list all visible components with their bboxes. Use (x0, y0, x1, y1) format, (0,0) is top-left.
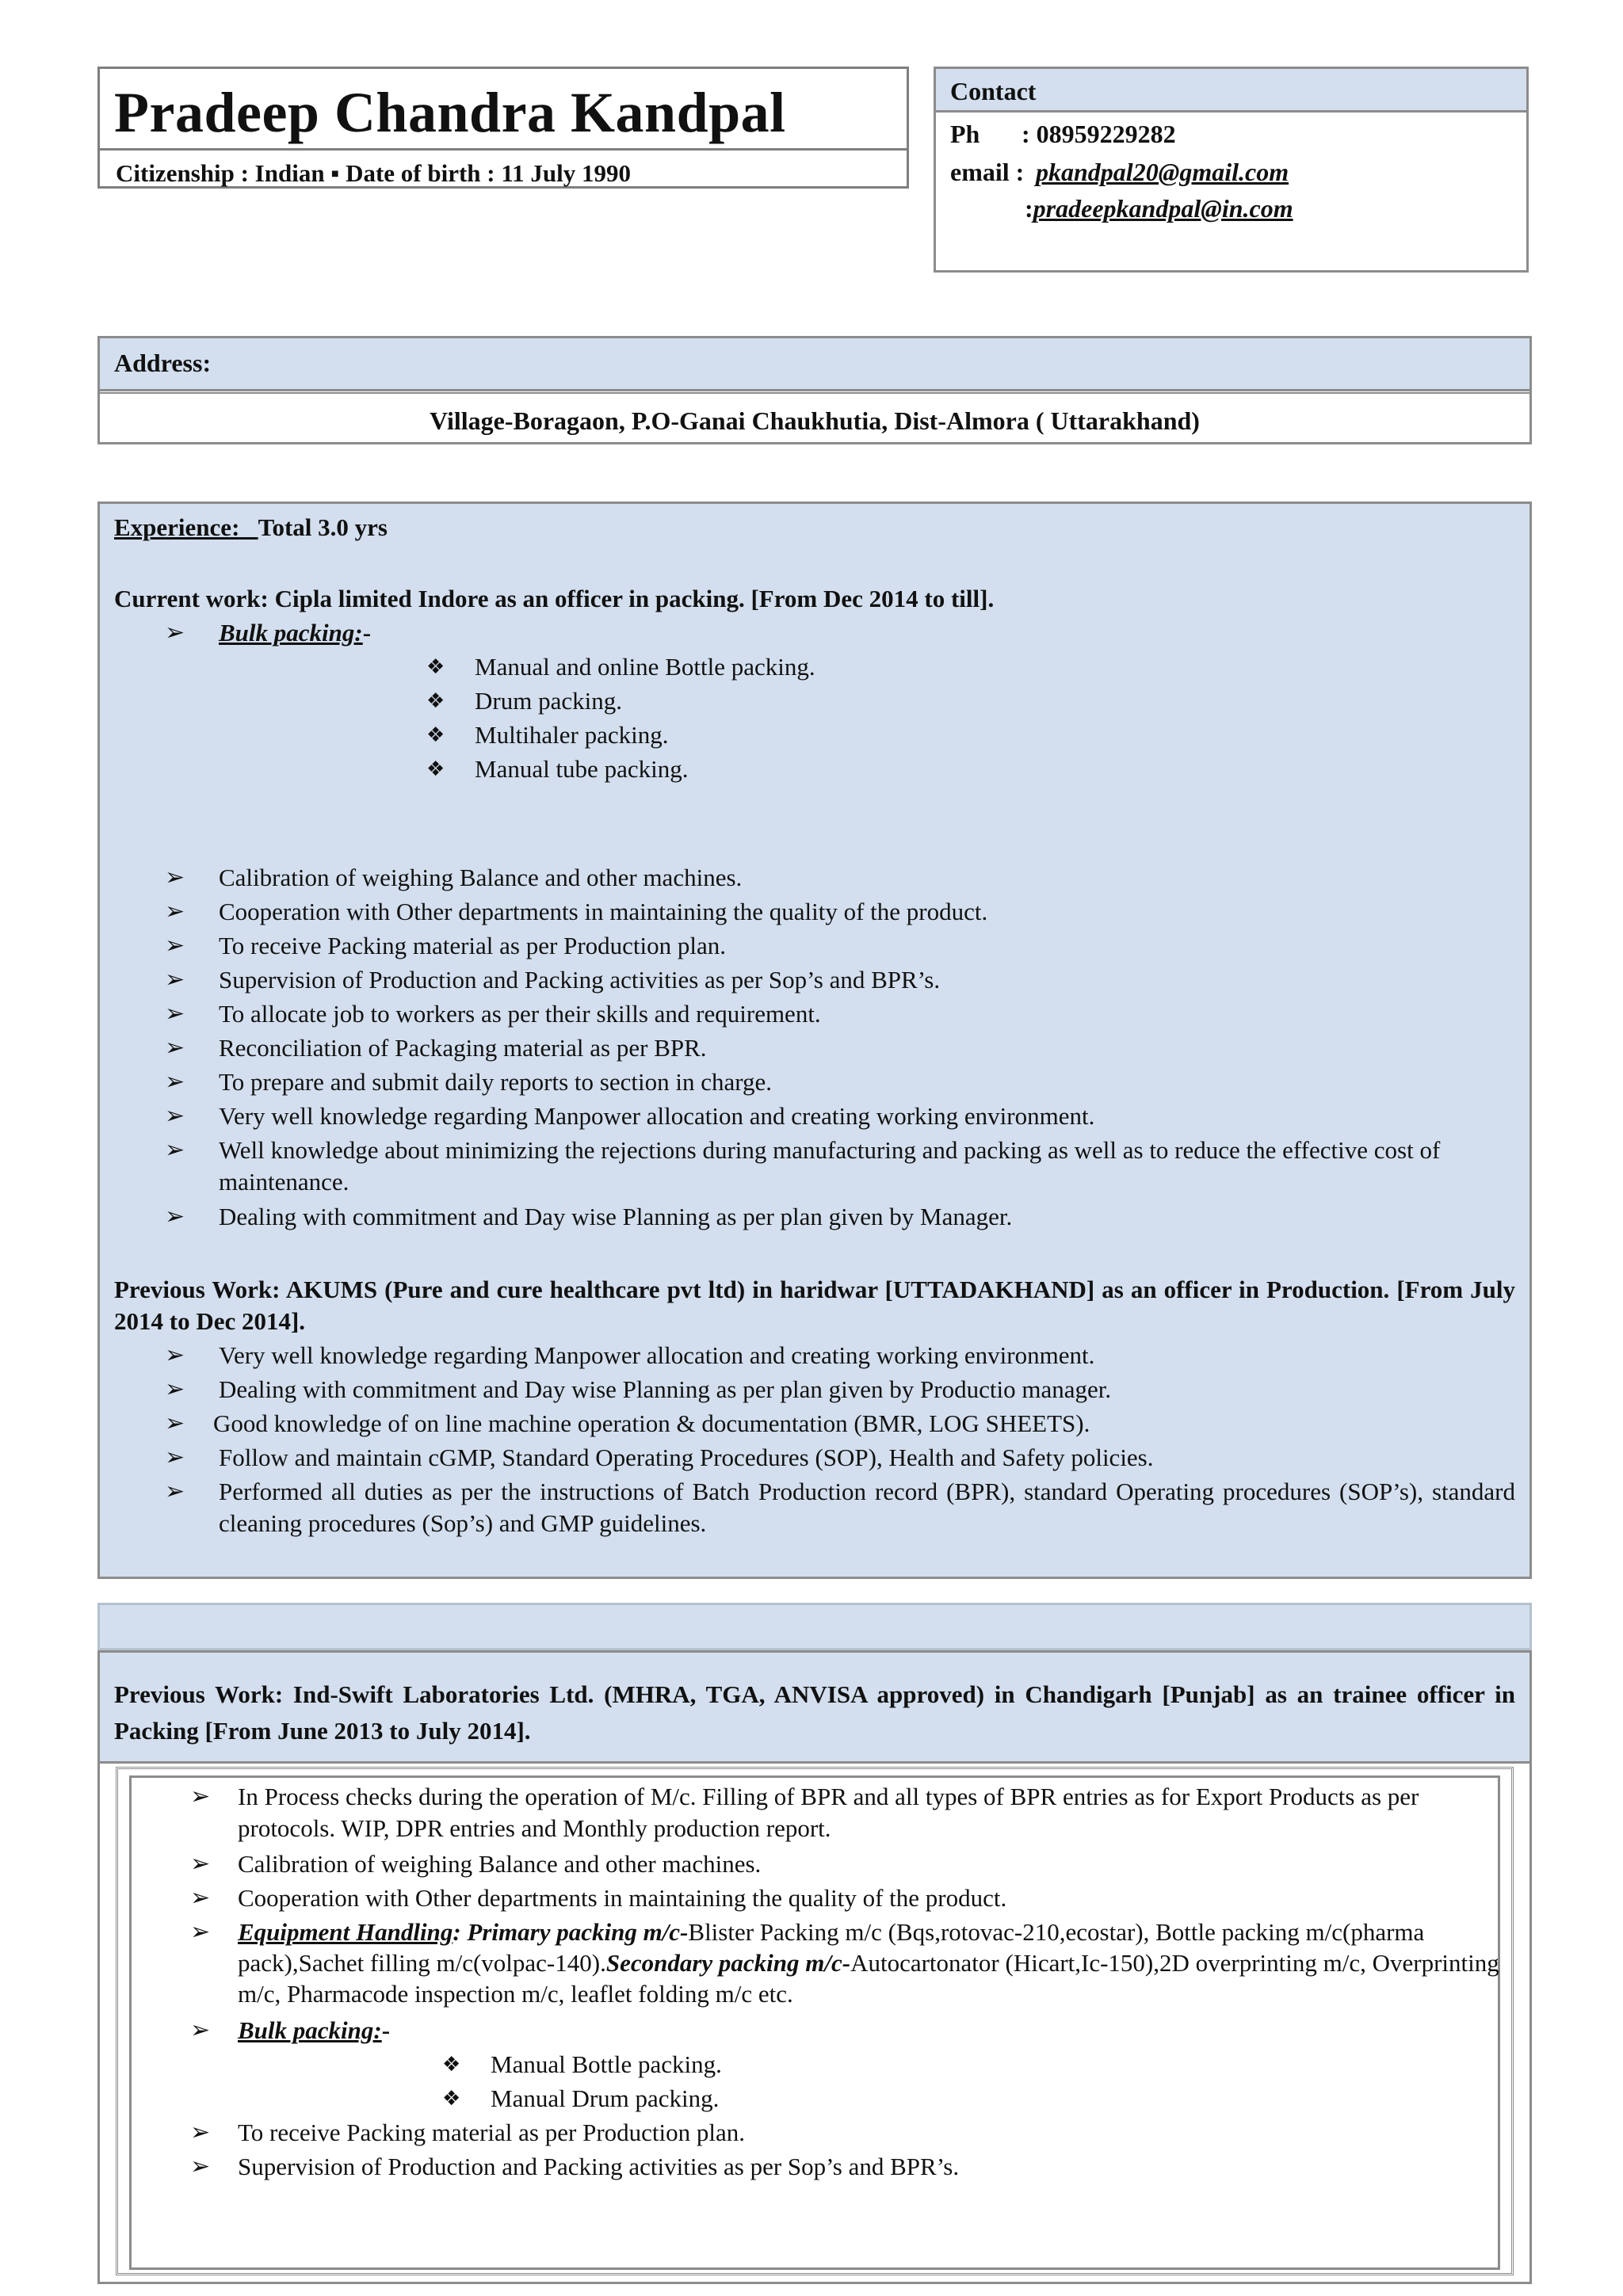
ind-bulk-packing-suffix: - (381, 2016, 391, 2044)
equipment-colon: : (453, 1918, 461, 1946)
previous-point: Performed all duties as per the instructions of Batch Production record (BPR), standard Operating procedures (SOP’s), standard cleaning procedures (Sop’s) and GMP guidelines. (219, 1478, 1515, 1537)
candidate-name: Pradeep Chandra Kandpal (114, 81, 786, 144)
current-point: Dealing with commitment and Day wise Planning as per plan given by Manager. (219, 1203, 1013, 1230)
arrow-bullet-icon: ➢ (190, 2153, 211, 2180)
ind-swift-heading: Previous Work: Ind-Swift Laboratories Ltd. (MHRA, TGA, ANVISA approved) in Chandigarh [Punjab] as an trainee officer in Packing [From June 2013 to July 2014]. (114, 1680, 1515, 1745)
ind-point: In Process checks during the operation of M/c. Filling of BPR and all types of BPR entries as for Export Products as per protocols. WIP, DPR entries and Monthly production report. (238, 1783, 1419, 1842)
citizenship-dob-line: Citizenship : Indian ▪ Date of birth : 11 July 1990 (116, 159, 632, 187)
previous-point: Very well knowledge regarding Manpower allocation and creating working environment. (219, 1341, 1095, 1369)
address-header (100, 338, 1529, 391)
arrow-bullet-icon: ➢ (190, 1884, 211, 1912)
current-point: Calibration of weighing Balance and other machines. (219, 864, 743, 891)
diamond-bullet-icon: ❖ (426, 655, 445, 679)
current-point: Reconciliation of Packaging material as per BPR. (219, 1034, 707, 1062)
ind-bulk-item: Manual Bottle packing. (491, 2050, 722, 2078)
current-point: To prepare and submit daily reports to section in charge. (219, 1068, 772, 1096)
arrow-bullet-icon: ➢ (165, 1478, 185, 1505)
arrow-bullet-icon: ➢ (165, 898, 185, 925)
diamond-bullet-icon: ❖ (426, 757, 445, 781)
arrow-bullet-icon: ➢ (190, 1783, 211, 1810)
address-box (97, 336, 1532, 444)
contact-header (936, 69, 1526, 113)
email-link-2[interactable]: pradeepkandpal@in.com (1033, 194, 1293, 223)
arrow-bullet-icon: ➢ (165, 966, 185, 994)
current-point: Cooperation with Other departments in maintaining the quality of the product. (219, 898, 988, 925)
arrow-bullet-icon: ➢ (165, 864, 185, 891)
diamond-bullet-icon: ❖ (442, 2053, 461, 2077)
header-divider (100, 148, 907, 151)
primary-packing-label: Primary packing m/c- (467, 1918, 689, 1946)
arrow-bullet-icon: ➢ (165, 1102, 185, 1130)
secondary-packing-label: Secondary packing m/c- (605, 1949, 851, 1977)
contact-box (934, 67, 1529, 273)
arrow-bullet-icon: ➢ (165, 1341, 185, 1369)
ind-bulk-item: Manual Drum packing. (491, 2084, 720, 2112)
ind-swift-header (100, 1653, 1529, 1764)
ind-point: To receive Packing material as per Production plan. (238, 2119, 745, 2146)
ind-swift-inner-frame (116, 1767, 1514, 2275)
arrow-bullet-icon: ➢ (190, 1918, 211, 1946)
bulk-item: Manual tube packing. (475, 755, 689, 783)
secondary-packing-text: Autocartonator (Hicart,Ic-150),2D overprinting m/c, Overprinting m/c, Pharmacode inspection m/c, leaflet folding m/c etc. (238, 1949, 1499, 2008)
experience-section (97, 502, 1532, 1579)
previous-point: Dealing with commitment and Day wise Planning as per plan given by Productio manager. (219, 1375, 1112, 1403)
arrow-bullet-icon: ➢ (165, 1034, 185, 1062)
bulk-item: Multihaler packing. (475, 721, 669, 749)
bulk-packing-label: Bulk packing: (219, 619, 363, 646)
section-spacer-band (97, 1603, 1532, 1650)
primary-packing-text: Blister Packing m/c (Bqs,rotovac-210,ecostar), Bottle packing m/c(pharma pack),Sachet filling m/c(volpac-140). (238, 1918, 1425, 1977)
current-point: Very well knowledge regarding Manpower allocation and creating working environment. (219, 1102, 1095, 1130)
address-title: Address: (114, 349, 212, 377)
bulk-item: Manual and online Bottle packing. (475, 653, 815, 681)
diamond-bullet-icon: ❖ (442, 2087, 461, 2111)
ind-point: Cooperation with Other departments in maintaining the quality of the product. (238, 1884, 1007, 1912)
name-header-box (97, 67, 909, 189)
experience-label: Experience: (114, 513, 240, 541)
arrow-bullet-icon: ➢ (165, 1375, 185, 1403)
arrow-bullet-icon: ➢ (165, 1444, 185, 1471)
arrow-bullet-icon: ➢ (190, 1850, 211, 1878)
equipment-handling-label: Equipment Handling (238, 1918, 453, 1946)
arrow-bullet-icon: ➢ (165, 1068, 185, 1096)
previous-point: Follow and maintain cGMP, Standard Operating Procedures (SOP), Health and Safety policies. (219, 1444, 1154, 1471)
current-point: Supervision of Production and Packing activities as per Sop’s and BPR’s. (219, 966, 941, 994)
arrow-bullet-icon: ➢ (165, 932, 185, 959)
previous-work-akums-heading: Previous Work: AKUMS (Pure and cure healthcare pvt ltd) in haridwar [UTTADAKHAND] as an officer in Production. [From July 2014 to Dec 2014]. (114, 1276, 1515, 1335)
experience-total: Total 3.0 yrs (258, 513, 388, 541)
ind-swift-content (129, 1775, 1500, 2270)
bulk-item: Drum packing. (475, 687, 622, 715)
ind-swift-section (97, 1650, 1532, 2284)
contact-title: Contact (950, 77, 1037, 105)
arrow-bullet-icon: ➢ (165, 1136, 185, 1164)
equipment-handling-point (238, 1917, 1506, 2009)
current-work-heading: Current work: Cipla limited Indore as an officer in packing. [From Dec 2014 to till]. (114, 585, 995, 612)
email-link-1[interactable]: pkandpal20@gmail.com (1036, 158, 1289, 186)
current-point: To allocate job to workers as per their skills and requirement. (219, 1000, 821, 1028)
current-point: Well knowledge about minimizing the rejections during manufacturing and packing as well as to reduce the effective cost of maintenance. (219, 1136, 1441, 1196)
address-divider (100, 392, 1529, 394)
email-label: email : (950, 158, 1025, 186)
address-value: Village-Boragaon, P.O-Ganai Chaukhutia, Dist-Almora ( Uttarakhand) (430, 406, 1200, 435)
ind-point: Calibration of weighing Balance and other machines. (238, 1850, 762, 1878)
ind-point: Supervision of Production and Packing activities as per Sop’s and BPR’s. (238, 2153, 960, 2180)
diamond-bullet-icon: ❖ (426, 689, 445, 713)
arrow-bullet-icon: ➢ (190, 2119, 211, 2146)
previous-point: Good knowledge of on line machine operation & documentation (BMR, LOG SHEETS). (213, 1409, 1090, 1437)
arrow-bullet-icon: ➢ (190, 2016, 211, 2044)
email-2-prefix: : (1025, 194, 1033, 223)
phone-label: Ph (950, 120, 980, 148)
arrow-bullet-icon: ➢ (165, 1000, 185, 1028)
arrow-bullet-icon: ➢ (165, 619, 185, 646)
ind-bulk-packing-label: Bulk packing: (238, 2016, 382, 2044)
bulk-packing-suffix: - (362, 619, 372, 646)
current-point: To receive Packing material as per Production plan. (219, 932, 726, 959)
arrow-bullet-icon: ➢ (165, 1203, 185, 1230)
diamond-bullet-icon: ❖ (426, 723, 445, 747)
arrow-bullet-icon: ➢ (165, 1409, 185, 1437)
phone-value: : 08959229282 (1022, 120, 1176, 148)
